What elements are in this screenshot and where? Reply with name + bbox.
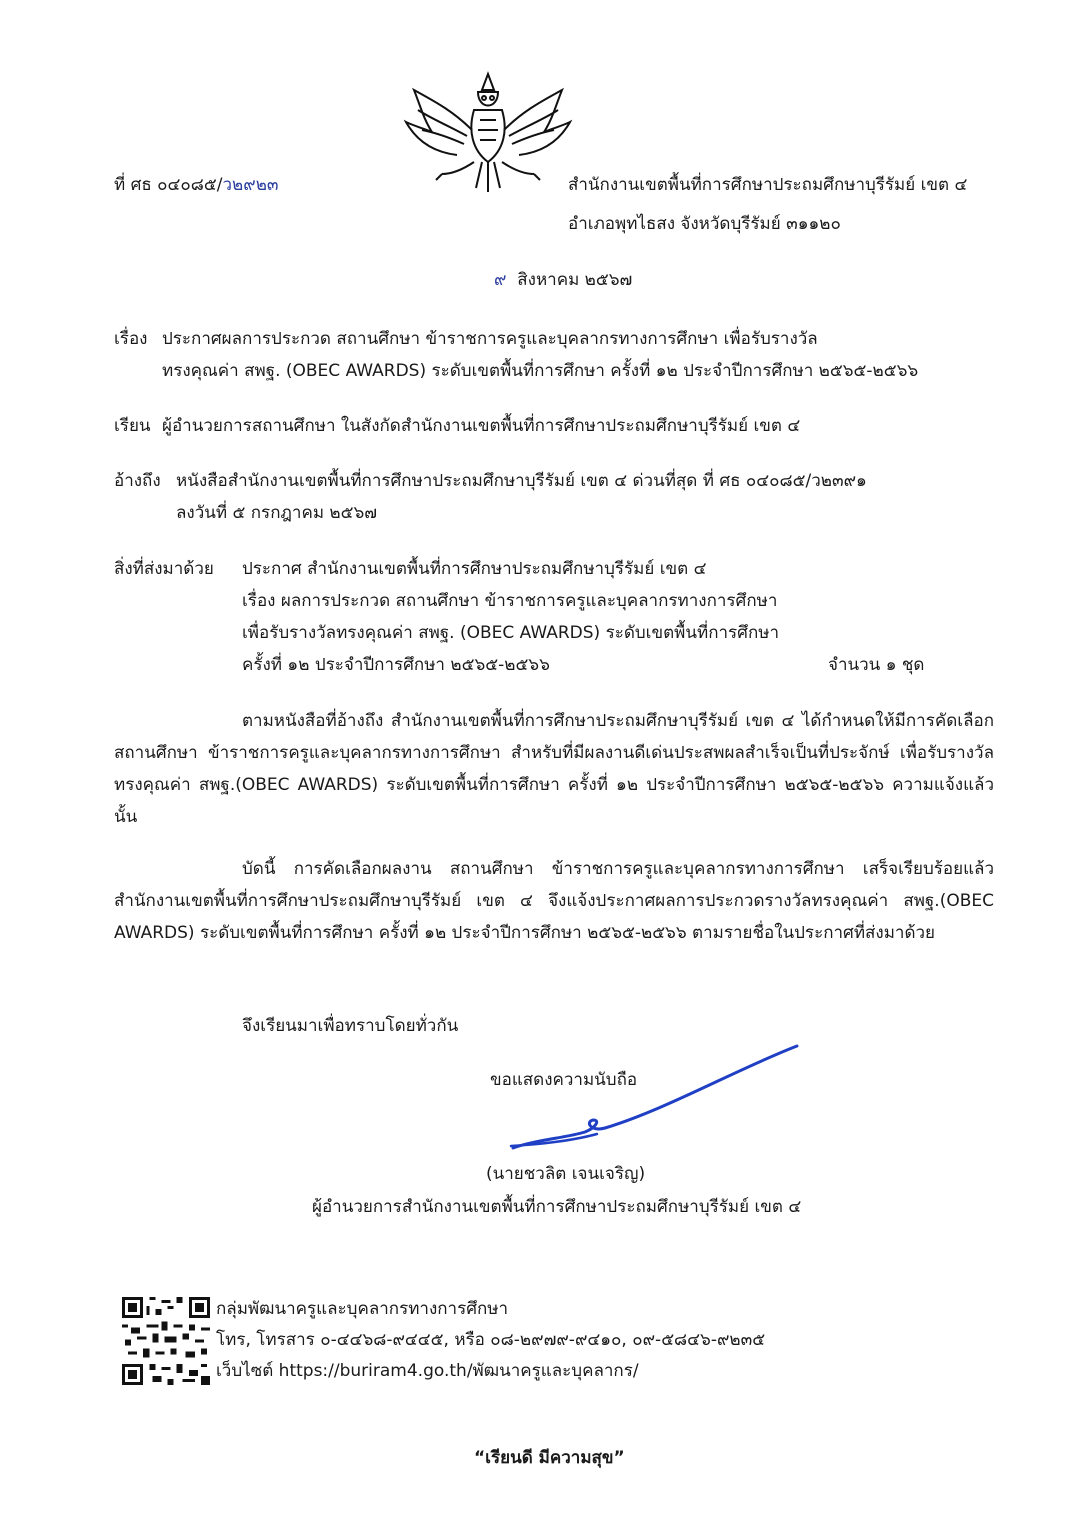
garuda-emblem-icon [402, 70, 574, 195]
office-name: สำนักงานเขตพื้นที่การศึกษาประถมศึกษาบุรีรัมย์ เขต ๔ [568, 175, 968, 195]
footer-department: กลุ่มพัฒนาครูและบุคลากรทางการศึกษา [216, 1299, 509, 1319]
reference-line-2: ลงวันที่ ๕ กรกฎาคม ๒๕๖๗ [176, 503, 378, 523]
signer-title: ผู้อำนวยการสำนักงานเขตพื้นที่การศึกษาประถมศึกษาบุรีรัมย์ เขต ๔ [312, 1197, 802, 1217]
footer-website[interactable]: เว็บไซต์ https://buriram4.go.th/พัฒนาครูและบุคลากร/ [216, 1361, 639, 1381]
reference-label: อ้างถึง [114, 471, 161, 491]
enclosure-count: จำนวน ๑ ชุด [828, 655, 925, 675]
subject-label: เรื่อง [114, 329, 148, 349]
reference-number-handwritten: ว๒๙๒๓ [222, 175, 279, 195]
qr-code-icon [122, 1297, 210, 1385]
handwritten-signature [505, 1040, 805, 1155]
date-month-year: สิงหาคม ๒๕๖๗ [517, 270, 633, 290]
enclosure-line-1: ประกาศ สำนักงานเขตพื้นที่การศึกษาประถมศึกษาบุรีรัมย์ เขต ๔ [242, 559, 707, 579]
enclosure-line-4: ครั้งที่ ๑๒ ประจำปีการศึกษา ๒๕๖๕-๒๕๖๖ [242, 655, 550, 675]
enclosure-label: สิ่งที่ส่งมาด้วย [114, 559, 214, 579]
regards-text: ขอแสดงความนับถือ [490, 1070, 638, 1090]
closing-line: จึงเรียนมาเพื่อทราบโดยทั่วกัน [242, 1016, 459, 1036]
body-paragraph-1: ตามหนังสือที่อ้างถึง สำนักงานเขตพื้นที่การศึกษาประถมศึกษาบุรีรัมย์ เขต ๔ ได้กำหนดให้มีการคัดเลือก สถานศึกษา ข้าราชการครูและบุคลากรทางการศึกษา สำหรับที่มีผลงานดีเด่นประสพผลสำเร็จเป็นที่ประจักษ์ เพื่อรับรางวัลทรงคุณค่า สพฐ.(OBEC AWARDS) ระดับเขตพื้นที่การศึกษา ครั้งที่ ๑๒ ประจำปีการศึกษา ๒๕๖๕-๒๕๖๖ ความแจ้งแล้วนั้น [114, 711, 994, 827]
footer-motto: “เรียนดี มีความสุข” [474, 1448, 625, 1468]
date-day-handwritten: ๙ [494, 270, 507, 290]
document-reference [114, 171, 279, 198]
office-address: อำเภอพุทไธสง จังหวัดบุรีรัมย์ ๓๑๑๒๐ [568, 214, 841, 234]
reference-prefix: ที่ ศธ ๐๔๐๘๕/ [114, 175, 223, 195]
enclosure-line-2: เรื่อง ผลการประกวด สถานศึกษา ข้าราชการครูและบุคลากรทางการศึกษา [242, 591, 778, 611]
footer-phone: โทร, โทรสาร ๐-๔๔๖๘-๙๔๔๕, หรือ ๐๘-๒๙๗๙-๙๔๑๐, ๐๙-๕๘๔๖-๙๒๓๕ [216, 1330, 766, 1350]
reference-line-1: หนังสือสำนักงานเขตพื้นที่การศึกษาประถมศึกษาบุรีรัมย์ เขต ๔ ด่วนที่สุด ที่ ศธ ๐๔๐๘๕/ว๒๓๙๑ [176, 471, 867, 491]
subject-line-2: ทรงคุณค่า สพฐ. (OBEC AWARDS) ระดับเขตพื้นที่การศึกษา ครั้งที่ ๑๒ ประจำปีการศึกษา ๒๕๖๕-๒๕๖๖ [162, 361, 919, 381]
enclosure-line-3: เพื่อรับรางวัลทรงคุณค่า สพฐ. (OBEC AWARDS) ระดับเขตพื้นที่การศึกษา [242, 623, 779, 643]
to-label: เรียน [114, 416, 151, 436]
subject-line-1: ประกาศผลการประกวด สถานศึกษา ข้าราชการครูและบุคลากรทางการศึกษา เพื่อรับรางวัล [162, 329, 818, 349]
signer-name: (นายชวลิต เจนเจริญ) [486, 1164, 646, 1184]
document-date [494, 266, 632, 293]
body-paragraph-2: บัดนี้ การคัดเลือกผลงาน สถานศึกษา ข้าราชการครูและบุคลากรทางการศึกษา เสร็จเรียบร้อยแล้ว สำนักงานเขตพื้นที่การศึกษาประถมศึกษาบุรีรัมย์ เขต ๔ จึงแจ้งประกาศผลการประกวดรางวัลทรงคุณค่า สพฐ.(OBEC AWARDS) ระดับเขตพื้นที่การศึกษา ครั้งที่ ๑๒ ประจำปีการศึกษา ๒๕๖๕-๒๕๖๖ ตามรายชื่อในประกาศที่ส่งมาด้วย [114, 859, 994, 943]
to-text: ผู้อำนวยการสถานศึกษา ในสังกัดสำนักงานเขตพื้นที่การศึกษาประถมศึกษาบุรีรัมย์ เขต ๔ [162, 416, 801, 436]
